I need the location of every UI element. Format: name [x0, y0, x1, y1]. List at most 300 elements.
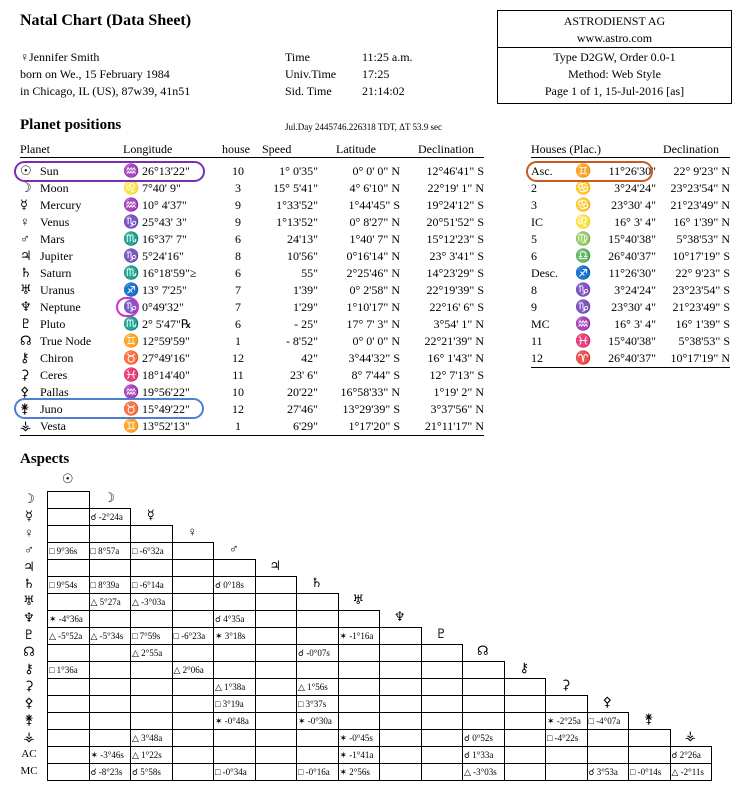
house-declination: 16° 1'39" S — [675, 317, 730, 331]
aspect-cell — [89, 729, 132, 747]
sign-glyph-icon: ♊ — [123, 333, 140, 348]
house-longitude: 23°30' 4" — [611, 300, 656, 314]
aspect-cell — [379, 746, 422, 764]
house-sign-icon: ♎ — [575, 248, 592, 263]
aspect-cell — [421, 729, 464, 747]
aspects-title: Aspects — [20, 451, 70, 467]
aspect-col-glyph-icon: ♄ — [310, 575, 323, 590]
aspect-col-glyph-icon: ⚶ — [684, 728, 696, 743]
aspect-cell: □ 7°59s — [130, 627, 173, 645]
sign-glyph-icon: ♌ — [123, 180, 140, 195]
planet-glyph-icon: ⚶ — [20, 418, 32, 433]
planet-latitude: 17° 7' 3" N — [346, 317, 400, 331]
planet-house: 7 — [235, 300, 241, 314]
birth-date: born on We., 15 February 1984 — [20, 67, 170, 81]
aspect-col-glyph-icon: ♃ — [269, 558, 282, 573]
planet-col-header: Latitude — [336, 142, 376, 156]
house-name: 2 — [531, 181, 537, 195]
aspect-cell: ✶ -1°16a — [338, 627, 381, 645]
house-sign-icon: ♋ — [575, 180, 592, 195]
aspect-cell: □ 8°39a — [89, 576, 132, 594]
planet-declination: 19°24'12" S — [426, 198, 484, 212]
aspect-col-glyph-icon: ☉ — [61, 471, 74, 486]
house-name: 9 — [531, 300, 537, 314]
aspect-cell — [379, 678, 422, 696]
aspect-cell — [47, 644, 90, 662]
planet-header-rule — [20, 157, 484, 158]
houses-decl-header: Declination — [663, 142, 719, 156]
sign-glyph-icon: ♉ — [123, 401, 140, 416]
planet-col-header: Declination — [418, 142, 474, 156]
aspect-cell — [255, 644, 298, 662]
aspect-cell — [172, 712, 215, 730]
aspect-cell — [462, 661, 505, 679]
aspect-cell — [504, 712, 547, 730]
planet-house: 3 — [235, 181, 241, 195]
planet-col-header: Planet — [20, 142, 50, 156]
planet-glyph-icon: ♇ — [20, 316, 32, 331]
aspect-cell — [89, 559, 132, 577]
planet-house: 10 — [232, 164, 244, 178]
planet-speed: 23' 6" — [289, 368, 318, 382]
house-name: 8 — [531, 283, 537, 297]
time-label: Time — [285, 50, 310, 64]
planet-speed: 55" — [301, 266, 318, 280]
aspect-cell — [255, 695, 298, 713]
aspect-cell — [379, 661, 422, 679]
aspect-cell — [213, 644, 256, 662]
juno-highlight — [14, 398, 204, 419]
planet-house: 6 — [235, 266, 241, 280]
aspect-cell — [47, 763, 90, 781]
planet-declination: 12°46'41" S — [426, 164, 484, 178]
aspect-cell — [504, 763, 547, 781]
aspect-cell — [130, 559, 173, 577]
aspect-cell — [130, 661, 173, 679]
sun-highlight — [14, 161, 205, 182]
aspect-cell: □ -4°22s — [545, 729, 588, 747]
sign-glyph-icon: ♑ — [123, 214, 140, 229]
aspect-col-glyph-icon: ♅ — [352, 592, 365, 607]
house-name: Asc. — [531, 164, 553, 178]
aspect-row-glyph-icon: ☽ — [23, 491, 35, 506]
aspect-cell — [172, 610, 215, 628]
aspect-cell — [587, 729, 630, 747]
aspect-cell — [379, 763, 422, 781]
aspect-cell: □ -0°14s — [628, 763, 671, 781]
aspect-cell: □ 9°54s — [47, 576, 90, 594]
planet-latitude: 3°44'32" S — [348, 351, 400, 365]
planet-latitude: 4° 6'10" N — [349, 181, 400, 195]
aspect-cell: △ -5°34s — [89, 627, 132, 645]
aspect-cell — [89, 661, 132, 679]
planet-house: 8 — [235, 249, 241, 263]
planet-speed: 20'22" — [286, 385, 318, 399]
house-name: 5 — [531, 232, 537, 246]
aspect-col-glyph-icon: ⚳ — [560, 677, 571, 692]
aspect-cell — [296, 661, 339, 679]
aspect-cell — [172, 542, 215, 560]
birth-place: in Chicago, IL (US), 87w39, 41n51 — [20, 84, 191, 98]
house-declination: 22° 9'23" S — [675, 266, 730, 280]
aspect-cell — [296, 610, 339, 628]
planet-name: Juno — [40, 402, 63, 416]
aspect-cell — [213, 729, 256, 747]
aspect-cell — [462, 695, 505, 713]
aspect-cell — [421, 678, 464, 696]
planet-house: 1 — [235, 334, 241, 348]
planet-longitude: 2° 5'47"℞ — [142, 317, 192, 331]
aspect-cell — [255, 729, 298, 747]
planet-house: 6 — [235, 317, 241, 331]
planet-glyph-icon: ☊ — [20, 333, 32, 348]
planet-declination: 23° 3'41" S — [429, 249, 484, 263]
house-declination: 21°23'49" S — [672, 300, 730, 314]
planet-latitude: 1°17'20" S — [348, 419, 400, 433]
company-site: www.astro.com — [576, 31, 653, 45]
aspect-cell — [47, 559, 90, 577]
planet-latitude: 0° 2'58" N — [349, 283, 400, 297]
aspect-cell: △ -3°03a — [130, 593, 173, 611]
aspect-cell — [421, 746, 464, 764]
aspect-cell — [172, 593, 215, 611]
aspect-cell — [379, 627, 422, 645]
aspect-cell: △ -3°03s — [462, 763, 505, 781]
aspect-cell — [47, 746, 90, 764]
aspect-col-glyph-icon: ⚵ — [643, 711, 654, 726]
planet-name: Mercury — [40, 198, 82, 212]
planet-declination: 14°23'29" S — [426, 266, 484, 280]
house-declination: 5°38'53" N — [676, 232, 730, 246]
aspect-cell — [545, 763, 588, 781]
planet-longitude: 26°13'22" — [142, 164, 190, 178]
aspect-cell — [504, 695, 547, 713]
aspect-row-glyph-icon: ⚳ — [24, 678, 34, 693]
aspect-cell — [628, 729, 671, 747]
aspect-cell: ☌ 4°35a — [213, 610, 256, 628]
planet-declination: 22°21'39" N — [424, 334, 484, 348]
aspect-row-glyph-icon: ♇ — [23, 627, 35, 642]
aspect-cell: △ -2°11s — [670, 763, 713, 781]
aspect-cell — [255, 610, 298, 628]
house-sign-icon: ♋ — [575, 197, 592, 212]
house-name: IC — [531, 215, 543, 229]
planet-speed: 10'56" — [286, 249, 318, 263]
aspect-row-glyph-icon: MC — [20, 765, 38, 777]
house-longitude: 23°30' 4" — [611, 198, 656, 212]
aspect-row-glyph-icon: ⚵ — [24, 712, 34, 727]
planet-speed: 42" — [301, 351, 318, 365]
planet-longitude: 25°43' 3" — [142, 215, 187, 229]
aspect-cell: △ 1°22s — [130, 746, 173, 764]
aspect-cell — [172, 695, 215, 713]
planet-latitude: 16°58'33" N — [340, 385, 400, 399]
sign-glyph-icon: ♏ — [123, 231, 140, 246]
aspect-cell — [213, 661, 256, 679]
aspect-cell — [379, 695, 422, 713]
aspect-cell — [421, 695, 464, 713]
sign-glyph-icon: ♏ — [123, 316, 140, 331]
planet-name: Vesta — [40, 419, 66, 433]
planet-speed: 1°33'52" — [276, 198, 318, 212]
aspect-cell: □ -6°32a — [130, 542, 173, 560]
planet-declination: 20°51'52" S — [426, 215, 484, 229]
sign-glyph-icon: ♏ — [123, 265, 140, 280]
house-longitude: 16° 3' 4" — [614, 215, 656, 229]
aspect-cell: ✶ 2°56s — [338, 763, 381, 781]
sign-glyph-icon: ♊ — [123, 418, 140, 433]
aspect-cell — [130, 695, 173, 713]
houses-header: Houses (Plac.) — [531, 142, 601, 156]
aspect-cell — [255, 627, 298, 645]
aspect-cell: □ -4°07a — [587, 712, 630, 730]
planet-speed: - 8'52" — [285, 334, 318, 348]
aspect-cell: ✶ -4°36a — [47, 610, 90, 628]
planet-glyph-icon: ♀ — [20, 214, 30, 229]
planet-house: 12 — [232, 402, 244, 416]
aspect-cell — [172, 644, 215, 662]
aspect-col-glyph-icon: ♂ — [228, 541, 239, 556]
aspect-cell: ✶ 3°18s — [213, 627, 256, 645]
planet-house: 9 — [235, 198, 241, 212]
aspect-cell: □ -0°34a — [213, 763, 256, 781]
aspect-cell — [338, 712, 381, 730]
aspect-row-glyph-icon: ♄ — [23, 576, 35, 591]
aspect-cell — [47, 678, 90, 696]
chart-method: Method: Web Style — [568, 67, 661, 81]
house-sign-icon: ♒ — [575, 316, 592, 331]
house-sign-icon: ♊ — [575, 163, 592, 178]
aspect-cell — [504, 746, 547, 764]
planet-declination: 22°19'39" S — [426, 283, 484, 297]
aspect-cell — [255, 746, 298, 764]
planet-speed: 1°13'52" — [276, 215, 318, 229]
planet-longitude: 16°18'59"≥ — [142, 266, 197, 280]
aspect-row-glyph-icon: ♆ — [23, 610, 35, 625]
house-sign-icon: ♑ — [575, 299, 592, 314]
aspect-row-glyph-icon: ♅ — [23, 593, 35, 608]
house-name: MC — [531, 317, 550, 331]
aspect-cell — [255, 593, 298, 611]
aspect-cell — [338, 661, 381, 679]
company-name: ASTRODIENST AG — [563, 14, 666, 28]
aspect-cell: ☌ 0°52s — [462, 729, 505, 747]
aspect-cell: □ 9°36s — [47, 542, 90, 560]
house-name: Desc. — [531, 266, 558, 280]
aspect-col-glyph-icon: ♀ — [187, 524, 198, 539]
aspect-cell — [338, 644, 381, 662]
aspect-cell — [421, 644, 464, 662]
aspect-cell — [504, 678, 547, 696]
house-longitude: 11°26'30" — [608, 266, 656, 280]
aspect-cell: △ 3°48a — [130, 729, 173, 747]
houses-header-rule — [531, 157, 730, 158]
sign-glyph-icon: ♒ — [123, 163, 140, 178]
planet-glyph-icon: ♄ — [20, 265, 32, 280]
house-longitude: 15°40'38" — [608, 334, 656, 348]
planet-glyph-icon: ⚳ — [20, 367, 30, 382]
house-longitude: 26°40'37" — [608, 351, 656, 365]
aspect-cell — [130, 712, 173, 730]
aspect-cell — [338, 695, 381, 713]
planet-declination: 21°11'17" N — [424, 419, 484, 433]
planet-glyph-icon: ☿ — [20, 197, 28, 212]
house-name: 12 — [531, 351, 543, 365]
planet-col-header: Longitude — [123, 142, 173, 156]
house-declination: 22° 9'23" N — [673, 164, 730, 178]
house-longitude: 16° 3' 4" — [614, 317, 656, 331]
aspect-cell — [89, 678, 132, 696]
aspect-cell — [47, 593, 90, 611]
aspect-cell — [421, 763, 464, 781]
planet-name: Moon — [40, 181, 69, 195]
aspect-cell — [89, 712, 132, 730]
planet-latitude: 2°25'46" N — [346, 266, 400, 280]
aspect-cell: △ -5°52a — [47, 627, 90, 645]
aspect-cell: ✶ -1°41a — [338, 746, 381, 764]
aspect-col-glyph-icon: ♇ — [435, 626, 448, 641]
person-name-line — [20, 50, 99, 65]
planet-house: 11 — [232, 368, 244, 382]
planet-name: Mars — [40, 232, 65, 246]
planet-latitude: 13°29'39" S — [342, 402, 400, 416]
planet-longitude: 10° 4'37" — [142, 198, 187, 212]
aspect-row-glyph-icon: ♂ — [24, 542, 34, 557]
aspect-cell: ☌ 3°53a — [587, 763, 630, 781]
aspect-cell: □ 3°37s — [296, 695, 339, 713]
aspect-row-glyph-icon: ⚶ — [23, 729, 35, 744]
planet-name: Jupiter — [40, 249, 73, 263]
person-name: Jennifer Smith — [29, 50, 100, 64]
aspect-cell — [296, 627, 339, 645]
houses-bottom-rule — [531, 367, 730, 368]
house-sign-icon: ♐ — [575, 265, 592, 280]
planet-longitude: 27°49'16" — [142, 351, 190, 365]
planet-name: Venus — [40, 215, 70, 229]
planet-longitude: 16°37' 7" — [142, 232, 187, 246]
planet-house: 7 — [235, 283, 241, 297]
planet-speed: 27'46" — [286, 402, 318, 416]
aspect-cell: ☌ 2°26a — [670, 746, 713, 764]
aspect-cell — [587, 746, 630, 764]
aspect-cell — [213, 746, 256, 764]
house-sign-icon: ♍ — [575, 231, 592, 246]
aspect-cell — [47, 525, 90, 543]
planet-name: Neptune — [40, 300, 81, 314]
house-declination: 5°38'53" S — [678, 334, 730, 348]
planet-declination: 12° 7'13" S — [429, 368, 484, 382]
planet-latitude: 0° 0' 0" N — [352, 334, 400, 348]
aspect-cell: □ 8°57a — [89, 542, 132, 560]
planet-latitude: 0°16'14" N — [346, 249, 400, 263]
aspect-cell — [89, 610, 132, 628]
house-longitude: 26°40'37" — [608, 249, 656, 263]
planet-name: True Node — [40, 334, 92, 348]
planet-speed: 6'29" — [292, 419, 318, 433]
aspect-cell — [545, 746, 588, 764]
aspect-cell: ✶ -2°25a — [545, 712, 588, 730]
aspect-col-glyph-icon: ⚷ — [519, 660, 530, 675]
aspect-cell — [255, 661, 298, 679]
aspect-cell: □ -6°23a — [172, 627, 215, 645]
planet-speed: 1° 0'35" — [279, 164, 318, 178]
aspect-row-glyph-icon: AC — [21, 748, 37, 760]
aspect-cell — [47, 695, 90, 713]
aspect-cell — [255, 678, 298, 696]
planet-longitude: 0°49'32" — [142, 300, 184, 314]
sidtime-label: Sid. Time — [285, 84, 332, 98]
aspect-cell: △ 2°55a — [130, 644, 173, 662]
planet-declination: 22°16' 6" S — [429, 300, 484, 314]
univtime-value: 17:25 — [362, 67, 390, 81]
house-declination: 21°23'49" N — [670, 198, 730, 212]
planet-longitude: 13° 7'25" — [142, 283, 187, 297]
aspect-cell — [255, 763, 298, 781]
sign-glyph-icon: ♉ — [123, 350, 140, 365]
aspect-cell: □ -6°14a — [130, 576, 173, 594]
house-declination: 10°17'19" N — [670, 351, 730, 365]
house-longitude: 11°26'30" — [608, 164, 656, 178]
aspect-cell — [255, 712, 298, 730]
aspect-cell — [379, 729, 422, 747]
chart-type: Type D2GW, Order 0.0-1 — [553, 50, 676, 64]
house-sign-icon: ♑ — [575, 282, 592, 297]
sign-glyph-icon: ♒ — [123, 197, 140, 212]
aspect-cell — [89, 525, 132, 543]
aspect-cell: ☌ 1°33a — [462, 746, 505, 764]
aspect-cell — [213, 559, 256, 577]
aspect-cell: △ 1°38a — [213, 678, 256, 696]
info-box — [497, 10, 732, 104]
aspect-cell — [47, 508, 90, 526]
planet-glyph-icon: ⚴ — [20, 384, 30, 399]
planet-longitude: 12°59'59" — [142, 334, 190, 348]
planet-glyph-icon: ⚵ — [20, 401, 30, 416]
sign-glyph-icon: ♑ — [123, 299, 140, 314]
aspect-cell — [172, 746, 215, 764]
sign-glyph-icon: ♓ — [123, 367, 140, 382]
aspect-cell: ✶ -0°48a — [213, 712, 256, 730]
aspect-cell — [213, 593, 256, 611]
aspect-cell — [462, 678, 505, 696]
planet-name: Sun — [40, 164, 59, 178]
aspect-cell — [545, 695, 588, 713]
aspect-cell: ✶ -0°30a — [296, 712, 339, 730]
aspect-cell — [130, 678, 173, 696]
aspect-row-glyph-icon: ☿ — [25, 508, 33, 523]
aspect-cell: ☌ 0°18s — [213, 576, 256, 594]
planet-name: Pluto — [40, 317, 66, 331]
page-info: Page 1 of 1, 15-Jul-2016 [as] — [544, 84, 685, 98]
planet-house: 9 — [235, 215, 241, 229]
aspect-cell: ☌ -8°23s — [89, 763, 132, 781]
house-name: 11 — [531, 334, 543, 348]
planet-latitude: 8° 7'44" S — [351, 368, 400, 382]
aspect-row-glyph-icon: ♀ — [24, 525, 34, 540]
aspect-cell — [130, 525, 173, 543]
planet-longitude: 18°14'40" — [142, 368, 190, 382]
aspect-cell — [379, 644, 422, 662]
sign-glyph-icon: ♑ — [123, 248, 140, 263]
aspect-cell — [462, 712, 505, 730]
planet-bottom-rule — [20, 435, 484, 436]
planet-longitude: 13°52'13" — [142, 419, 190, 433]
house-sign-icon: ♓ — [575, 333, 592, 348]
house-longitude: 3°24'24" — [614, 181, 656, 195]
house-name: 3 — [531, 198, 537, 212]
aspect-cell — [628, 746, 671, 764]
asc-highlight — [526, 161, 653, 182]
